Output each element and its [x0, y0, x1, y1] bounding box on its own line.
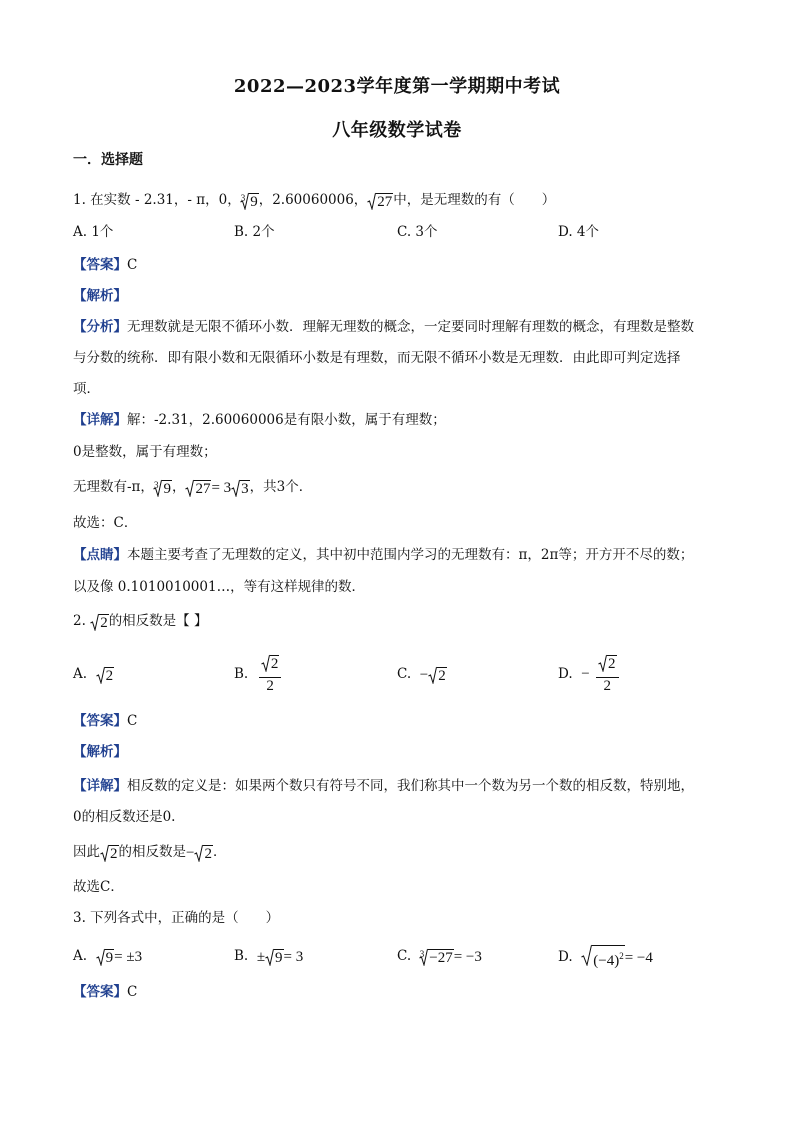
q1-fenxi-line2: 与分数的统称．即有限小数和无限循环小数是有理数，而无限不循环小数是无理数．由此即可判定选择	[73, 350, 681, 366]
q1-stem	[73, 190, 555, 211]
sqrt2-over-2: $\frac{2}{2}$	[259, 654, 282, 694]
neg-sqrt2-over-2: $\frac{2}{2}$	[596, 654, 619, 694]
q1-option-a: A. 1个	[73, 224, 114, 240]
q1-dianjing-line2: 以及像 0.1010010001…，等有这样规律的数．	[73, 579, 366, 595]
q1-detail-line1: 【详解】解：-2.31，2.60060006是有限小数，属于有理数；	[73, 412, 446, 428]
section-heading: 一．选择题	[73, 152, 143, 168]
q1-detail-line2: 0是整数，属于有理数；	[73, 444, 217, 460]
q1-analysis-heading: 【解析】	[73, 288, 127, 304]
q2-option-d: D. − $\frac{2}{2}$	[558, 654, 621, 694]
q1-answer: 【答案】C	[73, 257, 138, 273]
q3-option-c: C. 3 −27 = −3	[397, 948, 482, 966]
q2-detail-line2: 0的相反数还是0.	[73, 809, 176, 825]
q1-dianjing-line1: 【点睛】本题主要考查了无理数的定义，其中初中范围内学习的无理数有：π，2π等；开方开不尽的数；	[73, 547, 694, 563]
q2-detail-line4: 故选C．	[73, 879, 124, 895]
sqrt-27: 27	[367, 192, 393, 210]
q2-option-a: A. 2	[73, 666, 114, 684]
q1-stem-c: 中，是无理数的有（ ）	[393, 192, 556, 208]
q2-detail-line1: 【详解】相反数的定义是：如果两个数只有符号不同，我们称其中一个数为另一个数的相反数，特别地，	[73, 778, 694, 794]
q1-option-d: D. 4个	[558, 224, 600, 240]
q1-stem-a: 1. 在实数 - 2.31，- π，0，	[73, 192, 241, 208]
q3-answer: 【答案】C	[73, 984, 138, 1000]
q1-detail-line3: 无理数有-π， 3 9 ， 27 = 3 3 ，共3个．	[73, 479, 313, 497]
q3-option-b: B. ± 9 = 3	[234, 948, 304, 966]
sqrt-2: 2	[90, 613, 109, 631]
cube-root-9: 3 9	[153, 479, 171, 497]
q2-stem: 2. 2 的相反数是【 】	[73, 613, 208, 631]
q2-answer: 【答案】C	[73, 713, 138, 729]
q1-fenxi-line3: 项．	[73, 381, 100, 397]
q2-detail-line3: 因此 2 的相反数是 − 2 ．	[73, 844, 227, 862]
q1-option-b: B. 2个	[234, 224, 275, 240]
cube-root-9: 3 9	[240, 192, 258, 210]
q1-stem-b: ，2.60060006，	[258, 192, 368, 208]
q1-option-c: C. 3个	[397, 224, 438, 240]
sqrt-27-equation: 27 = 3 3	[185, 478, 249, 498]
q2-option-c: C. − 2	[397, 666, 446, 684]
q3-stem: 3. 下列各式中，正确的是（ ）	[73, 910, 280, 926]
q2-analysis-heading: 【解析】	[73, 744, 127, 760]
q3-option-d: D. $(-4)^2$ = −4	[558, 944, 653, 971]
exam-title: 2022—2023学年度第一学期期中考试	[233, 76, 561, 97]
q3-option-a: A. 9 = ±3	[73, 948, 143, 966]
q1-fenxi-line1: 【分析】无理数就是无限不循环小数．理解无理数的概念，一定要同时理解有理数的概念，有理数是整数	[73, 319, 694, 335]
exam-subtitle: 八年级数学试卷	[332, 120, 462, 141]
q2-option-b: B. $\frac{2}{2}$	[234, 654, 283, 694]
q1-detail-line4: 故选：C．	[73, 515, 138, 531]
